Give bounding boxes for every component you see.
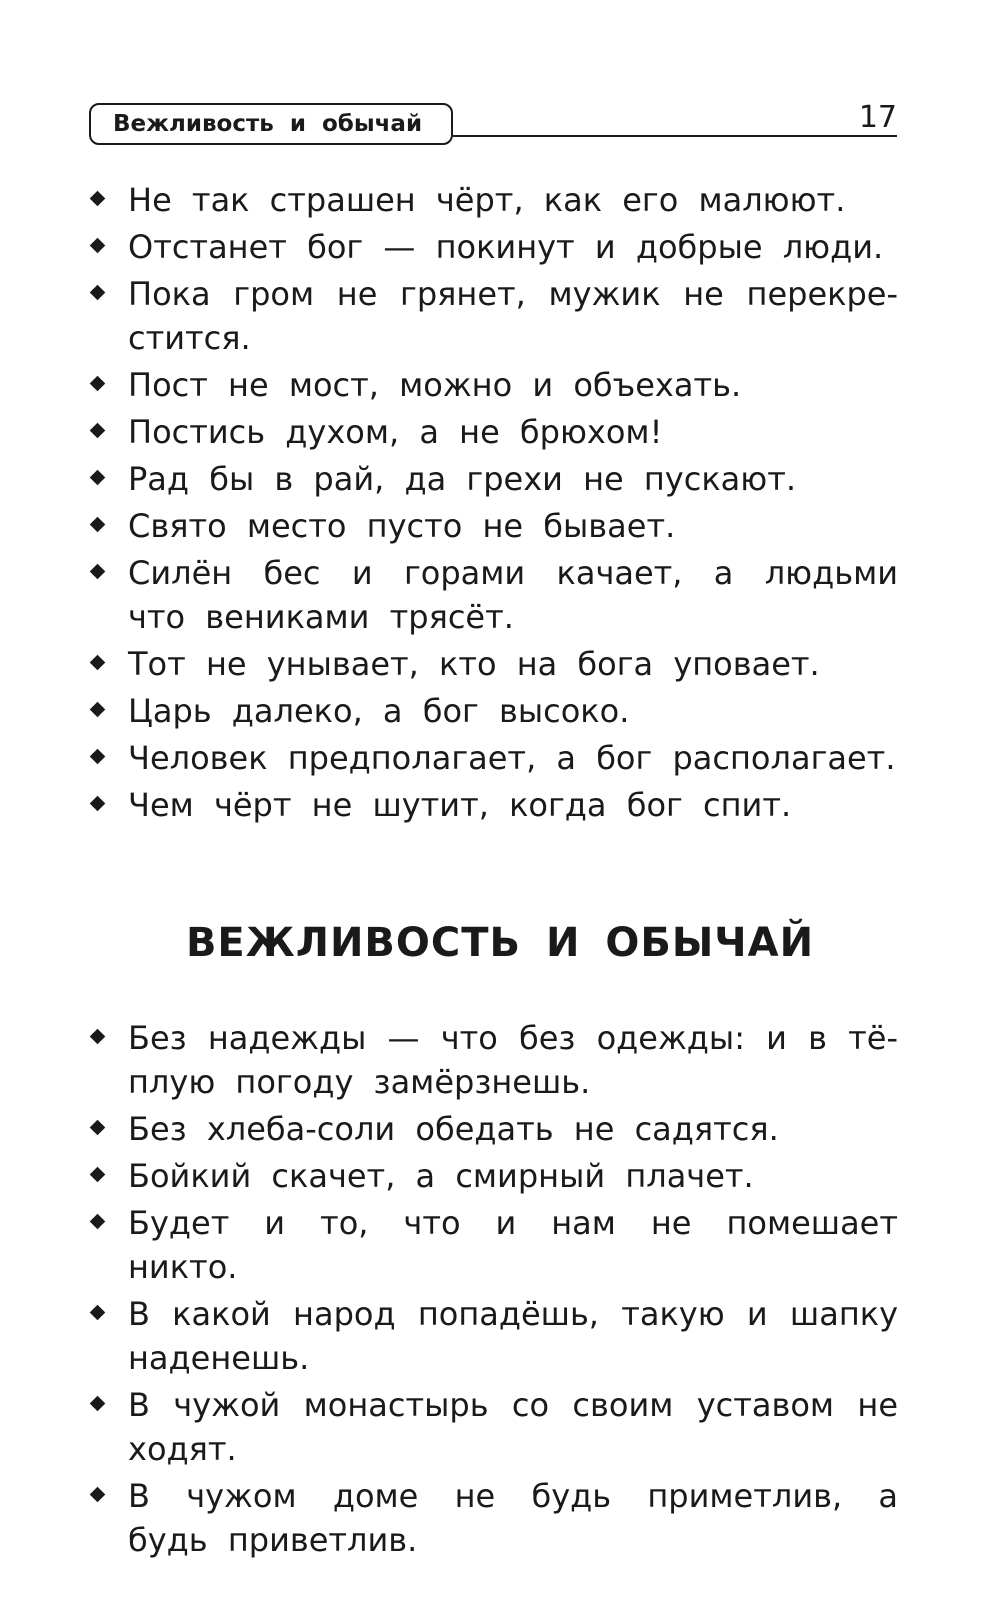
running-title: Вежливость и обычай bbox=[113, 111, 423, 137]
section-title: ВЕЖЛИВОСТЬ И ОБЫЧАЙ bbox=[185, 920, 815, 966]
list-item bbox=[90, 1292, 898, 1380]
proverb-text: Человек предполагает, а бог располагает. bbox=[128, 739, 896, 777]
list-item bbox=[90, 457, 898, 501]
proverb-text: Пока гром не грянет, мужик не перекре-стится. bbox=[128, 275, 898, 357]
list-item bbox=[90, 1201, 898, 1289]
proverb-text: Не так страшен чёрт, как его малюют. bbox=[128, 181, 846, 219]
list-item bbox=[90, 689, 898, 733]
proverb-text: Пост не мост, можно и объехать. bbox=[128, 366, 742, 404]
running-header bbox=[89, 103, 453, 145]
diamond-bullet-icon bbox=[90, 1214, 106, 1230]
diamond-bullet-icon bbox=[90, 238, 106, 254]
proverb-text: Без хлеба-соли обедать не садятся. bbox=[128, 1110, 779, 1148]
proverb-list-top bbox=[90, 178, 898, 830]
list-item bbox=[90, 1107, 898, 1151]
list-item bbox=[90, 1154, 898, 1198]
proverb-text: Отстанет бог — покинут и добрые люди. bbox=[128, 228, 884, 266]
diamond-bullet-icon bbox=[90, 564, 106, 580]
diamond-bullet-icon bbox=[90, 1396, 106, 1412]
proverb-list-bottom bbox=[90, 1016, 898, 1565]
list-item bbox=[90, 1383, 898, 1471]
proverb-text: В чужой монастырь со своим уставом не ходят. bbox=[128, 1386, 898, 1468]
diamond-bullet-icon bbox=[90, 1029, 106, 1045]
proverb-text: Рад бы в рай, да грехи не пускают. bbox=[128, 460, 797, 498]
diamond-bullet-icon bbox=[90, 423, 106, 439]
proverb-text: Чем чёрт не шутит, когда бог спит. bbox=[128, 786, 792, 824]
list-item bbox=[90, 1016, 898, 1104]
list-item bbox=[90, 272, 898, 360]
diamond-bullet-icon bbox=[90, 702, 106, 718]
diamond-bullet-icon bbox=[90, 470, 106, 486]
diamond-bullet-icon bbox=[90, 285, 106, 301]
list-item bbox=[90, 736, 898, 780]
proverb-text: В какой народ попадёшь, такую и шапку наденешь. bbox=[128, 1295, 898, 1377]
proverb-text: Силён бес и горами качает, а людьми что вениками трясёт. bbox=[128, 554, 898, 636]
diamond-bullet-icon bbox=[90, 749, 106, 765]
proverb-text: Постись духом, а не брюхом! bbox=[128, 413, 663, 451]
list-item bbox=[90, 551, 898, 639]
proverb-text: В чужом доме не будь приметлив, а будь приветлив. bbox=[128, 1477, 898, 1559]
list-item bbox=[90, 410, 898, 454]
diamond-bullet-icon bbox=[90, 191, 106, 207]
list-item bbox=[90, 504, 898, 548]
diamond-bullet-icon bbox=[90, 1305, 106, 1321]
list-item bbox=[90, 783, 898, 827]
diamond-bullet-icon bbox=[90, 517, 106, 533]
proverb-text: Царь далеко, а бог высоко. bbox=[128, 692, 630, 730]
header-rule bbox=[453, 135, 897, 137]
proverb-text: Свято место пусто не бывает. bbox=[128, 507, 676, 545]
list-item bbox=[90, 642, 898, 686]
proverb-text: Бойкий скачет, а смирный плачет. bbox=[128, 1157, 754, 1195]
page-number: 17 bbox=[858, 100, 897, 135]
list-item bbox=[90, 1474, 898, 1562]
list-item bbox=[90, 178, 898, 222]
diamond-bullet-icon bbox=[90, 796, 106, 812]
proverb-text: Тот не унывает, кто на бога уповает. bbox=[128, 645, 820, 683]
diamond-bullet-icon bbox=[90, 376, 106, 392]
diamond-bullet-icon bbox=[90, 1487, 106, 1503]
diamond-bullet-icon bbox=[90, 1167, 106, 1183]
list-item bbox=[90, 225, 898, 269]
list-item bbox=[90, 363, 898, 407]
diamond-bullet-icon bbox=[90, 655, 106, 671]
proverb-text: Без надежды — что без одежды: и в тё-плую погоду замёрзнешь. bbox=[128, 1019, 898, 1101]
proverb-text: Будет и то, что и нам не помешает никто. bbox=[128, 1204, 898, 1286]
diamond-bullet-icon bbox=[90, 1120, 106, 1136]
